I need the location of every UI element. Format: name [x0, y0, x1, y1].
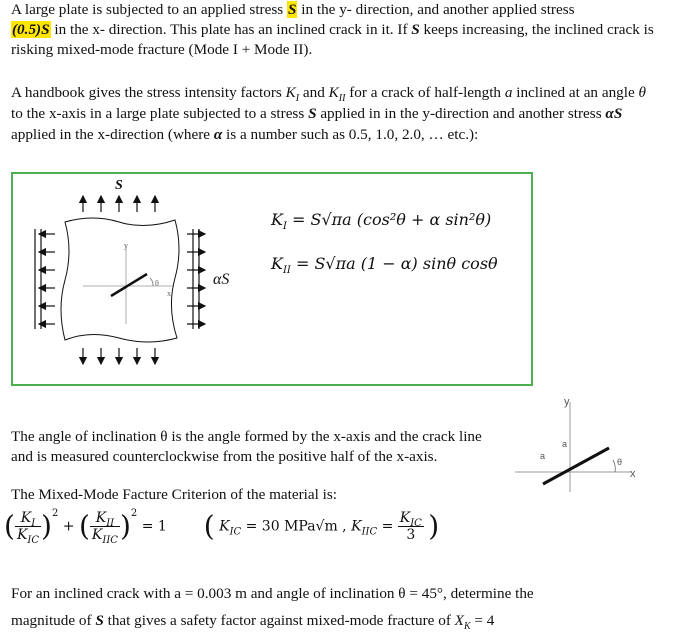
left-arrow-tails [35, 229, 41, 329]
diagram-x-label: x [630, 468, 636, 480]
diagram-a-label-1: a [540, 451, 546, 461]
alpha-s-label: αS [213, 271, 230, 288]
ki-formula: $K_I = S√\pi a$ (cos²θ + α sin²θ) [271, 210, 492, 233]
diagram-theta-arc [613, 460, 615, 472]
crack-line [111, 274, 147, 296]
plate-theta-label: θ [155, 279, 159, 288]
kii-formula: $K_{II} = S√\pi a$ (1 − α) sinθ cosθ [271, 254, 498, 277]
diagram-y-label: y [564, 396, 570, 408]
crack-angle-diagram [513, 392, 653, 502]
right-stress-arrows [187, 234, 205, 324]
criterion-formula: ( $\frac{K_I}{K_{IC}}$ )$^2$ + ( $\frac{K_{II}}{K_{IIC}}$ )$^2$ = 1 ( $K_{IC} = 30$ MPa√m , $K_{IIC}$ = $\frac{K_{IC}}{3}$ ) [4, 508, 440, 546]
s-label: S [115, 178, 123, 193]
diagram-theta-label: θ [617, 457, 623, 467]
question-paragraph: For an inclined crack with a = 0.003 m and angle of inclination θ = 45°, determine the magnitude of S that gives a safety factor against mixed-mode fracture of $X_K = 4$ [11, 585, 534, 633]
highlight-coefficient: (0.5)S [12, 21, 50, 38]
figure-box [11, 172, 533, 386]
handbook-paragraph: A handbook gives the stress intensity factors $K_I$ and $K_{II}$ for a crack of half-length a inclined at an angle θ to the x-axis in a large plate subjected to a stress S applied in in the y-direction and another stress αS applied in the x-direction (where α is a number such as 0.5, 1.0, 2.0, … etc.): [11, 84, 646, 143]
diagram-crack [543, 448, 609, 484]
top-stress-arrows [83, 196, 155, 212]
criterion-intro: The Mixed-Mode Facture Criterion of the material is: [11, 486, 338, 503]
angle-definition: The angle of inclination θ is the angle formed by the x-axis and the crack line and is measured counterclockwise from the positive half of the x-axis. [11, 428, 482, 465]
highlight-s: S [287, 1, 297, 18]
right-arrow-tails [193, 229, 199, 329]
bottom-stress-arrows [83, 348, 155, 364]
plate-x-label: x [167, 289, 171, 298]
theta-arc [150, 278, 153, 286]
diagram-a-label-2: a [562, 439, 568, 449]
plate-outline [61, 218, 179, 342]
intro-paragraph: A large plate is subjected to an applied stress S in the y- direction, and another applied stress (0.5)S in the x- direction. This plate has an inclined crack in it. If S keeps increasing, the inclined crack is risking mixed-mode fracture (Mode I + Mode II). [11, 1, 654, 58]
plate-y-label: y [124, 241, 128, 250]
